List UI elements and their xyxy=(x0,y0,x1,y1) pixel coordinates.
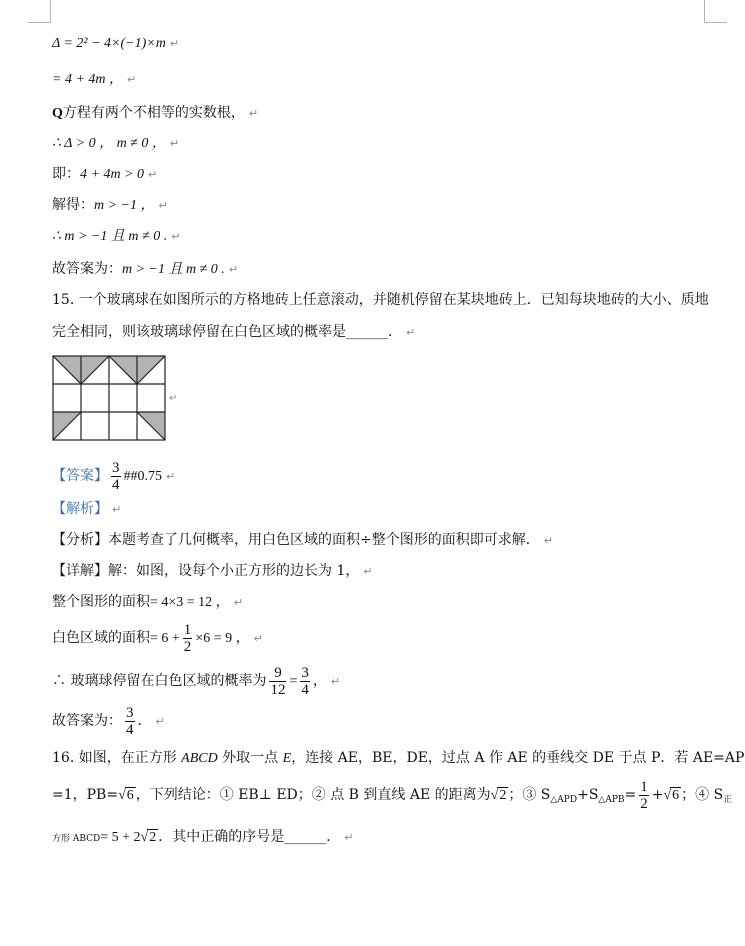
prob-numerator-1: 9 xyxy=(269,665,286,682)
sqrt-2: √2 xyxy=(490,788,507,803)
fenxi-tag: 【分析】 xyxy=(52,532,108,548)
q15-stem-line1: 15. 一个玻璃球在如图所示的方格地砖上任意滚动，并随机停留在某块地砖上．已知每块地砖的大小、质地 xyxy=(52,292,709,308)
q16-equals: = xyxy=(624,787,637,803)
return-mark: ↵ xyxy=(112,503,122,516)
area-total-expr: = 4×3 = 12 ， xyxy=(150,595,230,610)
sqrt-6: √6 xyxy=(118,788,134,803)
q15-stem-line2 xyxy=(52,322,415,343)
q16-question-tail: ．其中正确的序号是______． xyxy=(158,829,341,845)
two-roots-text: 方程有两个不相等的实数根， xyxy=(62,105,245,121)
area-total-label: 整个图形的面积 xyxy=(52,594,150,610)
crop-mark-left xyxy=(28,0,51,23)
q16-conclusion-4: ；④ S xyxy=(681,787,724,803)
q16-rest: ，连接 AE，BE，DE，过点 A 作 AE 的垂线交 DE 于点 P．若 AE=AP xyxy=(291,750,745,766)
delta-expr: Δ = 2² − 4×(−1)×m xyxy=(52,36,166,51)
delta-simplified-expr: = 4 + 4m ， xyxy=(52,72,124,87)
return-mark: ↵ xyxy=(248,107,259,120)
q15-prob-line xyxy=(52,661,340,702)
line-answer-prev xyxy=(52,259,238,280)
answer-fraction xyxy=(111,460,121,493)
q15-answer-line xyxy=(52,456,175,497)
q16-half-fraction xyxy=(639,779,649,812)
prob-fraction-2 xyxy=(300,665,310,698)
q16-stem-line3 xyxy=(52,827,353,849)
area-white-post: ×6 = 9 ， xyxy=(195,631,250,646)
return-mark: ↵ xyxy=(363,565,373,578)
final-label: 故答案为： xyxy=(52,713,122,729)
line-ji xyxy=(52,164,157,185)
area-white-label: 白色区域的面积 xyxy=(52,630,150,646)
jiede-expr: m > −1 ， xyxy=(94,198,155,213)
q16-conclusions-12: ，下列结论：① EB⊥ ED；② 点 B 到直线 AE 的距离为 xyxy=(135,787,491,803)
line-two-roots xyxy=(52,103,258,124)
therefore-expr: ∴ m > −1 且 m ≠ 0 . xyxy=(52,229,168,244)
q16-s-label: ；③ S xyxy=(508,787,551,803)
q16-point-e: E xyxy=(282,751,292,766)
tile-grid-figure xyxy=(52,355,176,443)
q15-area-white-line xyxy=(52,618,263,659)
answer-tail: ##0.75 xyxy=(123,469,162,484)
return-mark: ↵ xyxy=(171,230,181,243)
q15-analysis-line xyxy=(52,499,121,520)
return-mark: ↵ xyxy=(169,137,180,150)
sqrt-6-radicand: 6 xyxy=(126,788,134,803)
line-therefore xyxy=(52,227,180,247)
return-mark: ↵ xyxy=(543,534,553,547)
q16-stem-line1 xyxy=(52,748,744,769)
q15-xiangjie-line xyxy=(52,561,373,582)
answer-numerator: 3 xyxy=(112,459,120,476)
answer-denominator: 4 xyxy=(112,476,120,493)
ji-expr: 4 + 4m > 0 xyxy=(80,167,145,182)
final-fraction xyxy=(125,705,135,738)
final-tail: ． xyxy=(137,713,152,729)
return-mark: ↵ xyxy=(330,675,341,688)
since-symbol: Q xyxy=(52,106,63,121)
return-mark: ↵ xyxy=(406,326,416,339)
sqrt-2b-radicand: 2 xyxy=(149,830,157,845)
half-fraction xyxy=(183,622,193,655)
prob-fraction-1 xyxy=(269,665,286,698)
return-mark: ↵ xyxy=(155,715,165,728)
q16-given: =1，PB= xyxy=(52,787,119,803)
sqrt-6b-radicand: 6 xyxy=(672,788,680,803)
sub-square-abcd: 方形 ABCD xyxy=(52,834,101,844)
q16-mid: 外取一点 xyxy=(217,750,283,766)
q16-plus-s: +S xyxy=(577,787,599,803)
xiangjie-tag: 【详解】 xyxy=(52,563,108,579)
return-mark: ↵ xyxy=(169,37,180,50)
prob-label: ∴ 玻璃球停留在白色区域的概率为 xyxy=(52,673,267,689)
answer-prev-expr: m > −1 且 m ≠ 0 . xyxy=(122,262,225,277)
prob-denominator-2: 4 xyxy=(301,681,309,698)
q15-area-total-line xyxy=(52,592,243,613)
line-delta xyxy=(52,34,179,54)
final-denominator: 4 xyxy=(126,721,134,738)
sub-apd: △APD xyxy=(550,795,578,805)
sqrt-6b: √6 xyxy=(663,788,680,803)
conditions-expr: ∴ Δ > 0 ， m ≠ 0 ， xyxy=(52,136,166,151)
half-numerator: 1 xyxy=(183,621,192,638)
q15-final-line xyxy=(52,701,165,742)
ji-label: 即： xyxy=(52,166,80,182)
line-conditions xyxy=(52,134,179,154)
sub-apb: △APB xyxy=(598,795,625,805)
q15-fenxi-line xyxy=(52,530,553,551)
prob-tail: ， xyxy=(312,673,327,689)
return-mark: ↵ xyxy=(166,470,176,483)
sub-zheng: 正 xyxy=(723,795,733,805)
q16-square-name: ABCD xyxy=(181,751,218,766)
return-mark: ↵ xyxy=(228,263,239,276)
return-mark: ↵ xyxy=(253,632,263,645)
crop-mark-right xyxy=(704,0,727,23)
prob-denominator-1: 12 xyxy=(270,681,286,698)
return-mark: ↵ xyxy=(127,73,137,86)
q16-area-expr: = 5 + 2 xyxy=(100,830,141,845)
sqrt-2-radicand: 2 xyxy=(499,788,507,803)
return-mark: ↵ xyxy=(344,831,354,844)
line-delta-simplified xyxy=(52,70,136,90)
q16-half-numerator: 1 xyxy=(640,778,648,795)
analysis-tag: 【解析】 xyxy=(52,501,108,517)
fenxi-text: 本题考查了几何概率，用白色区域的面积÷整个图形的面积即可求解． xyxy=(108,532,540,548)
answer-prev-label: 故答案为： xyxy=(52,261,122,277)
area-white-pre: = 6 + xyxy=(150,631,180,646)
prob-equals: = xyxy=(289,674,298,689)
return-mark: ↵ xyxy=(233,596,243,609)
jiede-label: 解得： xyxy=(52,197,94,213)
q15-stem-text: 完全相同，则该玻璃球停留在白色区域的概率是______． xyxy=(52,324,402,340)
q16-stem-line2 xyxy=(52,775,732,820)
return-mark: ↵ xyxy=(169,393,178,404)
prob-numerator-2: 3 xyxy=(301,664,309,681)
final-numerator: 3 xyxy=(126,704,134,721)
return-mark: ↵ xyxy=(158,199,168,212)
xiangjie-text: 解：如图，设每个小正方形的边长为 1， xyxy=(108,563,360,579)
q16-prefix: 16. 如图，在正方形 xyxy=(52,750,182,766)
return-mark: ↵ xyxy=(148,168,158,181)
q16-plus: + xyxy=(651,787,664,803)
q16-half-denominator: 2 xyxy=(640,795,648,812)
half-denominator: 2 xyxy=(183,638,192,655)
answer-tag: 【答案】 xyxy=(52,468,108,484)
sqrt-2b: √2 xyxy=(140,830,157,845)
line-jiede xyxy=(52,195,168,216)
